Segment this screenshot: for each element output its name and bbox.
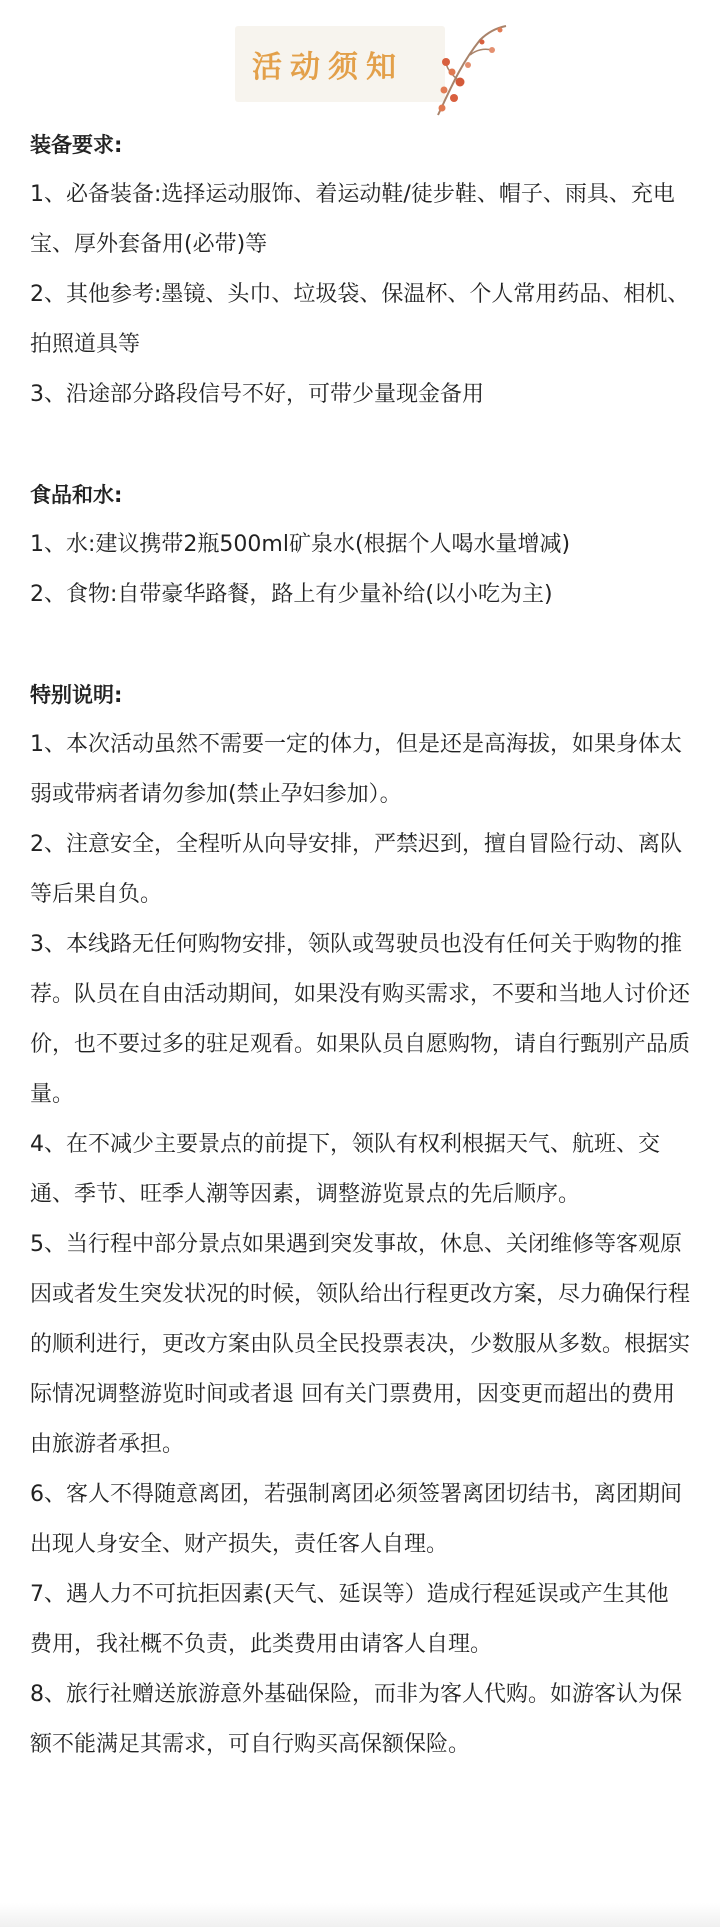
spacer [30,420,690,470]
list-item: 1、水:建议携带2瓶500ml矿泉水(根据个人喝水量增减) [30,532,571,557]
list-item: 2、食物:自带豪华路餐，路上有少量补给(以小吃为主) [30,582,553,607]
list-item: 2、注意安全，全程听从向导安排，严禁迟到，擅自冒险行动、离队等后果自负。 [30,832,682,907]
list-item: 2、其他参考:墨镜、头巾、垃圾袋、保温杯、个人常用药品、相机、拍照道具等 [30,282,690,357]
spacer [30,620,690,670]
plum-branch-icon [430,20,510,125]
list-item: 6、客人不得随意离团，若强制离团必须签署离团切结书，离团期间出现人身安全、财产损失，责任客人自理。 [30,1482,682,1557]
list-item: 1、本次活动虽然不需要一定的体力，但是还是高海拔，如果身体太弱或带病者请勿参加(禁止孕妇参加）。 [30,732,682,807]
special-notes-section [30,670,690,1770]
page-title: 活动须知 [252,50,404,85]
list-item: 4、在不减少主要景点的前提下，领队有权利根据天气、航班、交通、季节、旺季人潮等因素，调整游览景点的先后顺序。 [30,1132,660,1207]
list-item: 5、当行程中部分景点如果遇到突发事故，休息、关闭维修等客观原因或者发生突发状况的时候，领队给出行程更改方案，尽力确保行程的顺利进行，更改方案由队员全民投票表决，少数服从多数。根据实际情况调整游览时间或者退 回有关门票费用，因变更而超出的费用由旅游者承担。 [30,1232,691,1457]
list-item: 7、遇人力不可抗拒因素(天气、延误等）造成行程延误或产生其他费用，我社概不负责，此类费用由请客人自理。 [30,1582,669,1657]
section-heading: 装备要求: [30,133,123,157]
list-item: 1、必备装备:选择运动服饰、着运动鞋/徒步鞋、帽子、雨具、充电宝、厚外套备用(必带)等 [30,182,675,257]
list-item: 3、沿途部分路段信号不好，可带少量现金备用 [30,382,484,407]
bottom-fade [0,1903,720,1927]
list-item: 3、本线路无任何购物安排，领队或驾驶员也没有任何关于购物的推荐。队员在自由活动期间，如果没有购买需求，不要和当地人讨价还价，也不要过多的驻足观看。如果队员自愿购物，请自行甄别产品质量。 [30,932,691,1107]
section-heading: 食品和水: [30,483,123,507]
food-water-section [30,470,690,620]
list-item: 8、旅行社赠送旅游意外基础保险，而非为客人代购。如游客认为保额不能满足其需求，可自行购买高保额保险。 [30,1682,682,1757]
header-banner [30,0,690,120]
section-heading: 特别说明: [30,683,123,707]
equipment-section [30,120,690,420]
